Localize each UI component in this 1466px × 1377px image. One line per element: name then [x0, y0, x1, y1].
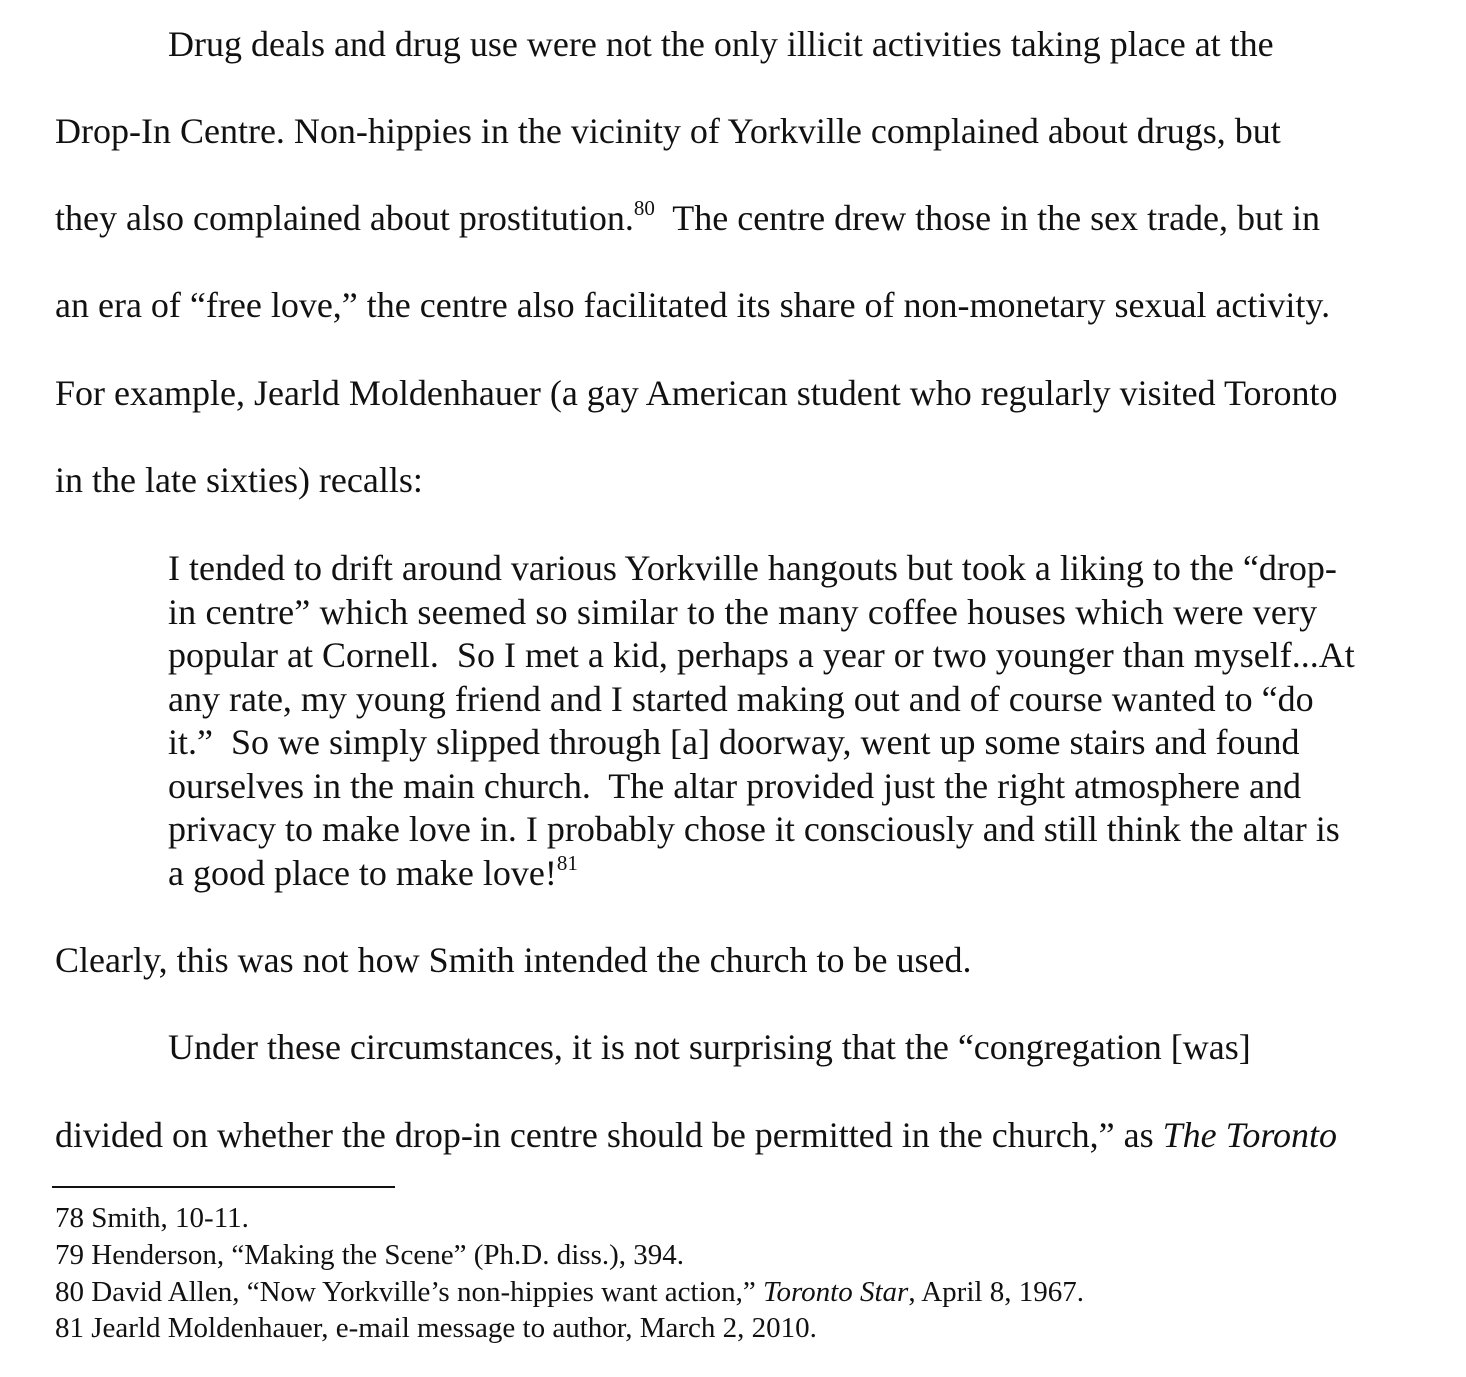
- paragraph-1-line-3-text-a: they also complained about prostitution.: [55, 198, 634, 238]
- quote-line-5: it.” So we simply slipped through [a] doorway, went up some stairs and found: [168, 722, 1300, 762]
- quote-line-3: popular at Cornell. So I met a kid, perhaps a year or two younger than myself...At: [168, 635, 1355, 675]
- quote-line-2: in centre” which seemed so similar to the many coffee houses which were very: [168, 592, 1318, 632]
- footnote-78: 78 Smith, 10-11.: [55, 1202, 249, 1234]
- quote-line-6: ourselves in the main church. The altar provided just the right atmosphere and: [168, 766, 1302, 806]
- footnote-ref-80: 80: [633, 196, 655, 220]
- footnote-ref-81: 81: [556, 851, 578, 875]
- quote-line-1: I tended to drift around various Yorkville hangouts but took a liking to the “drop-: [168, 548, 1337, 588]
- footnote-79: 79 Henderson, “Making the Scene” (Ph.D. diss.), 394.: [55, 1239, 685, 1271]
- footnote-separator: [52, 1186, 395, 1188]
- footnote-80-text-c: , April 8, 1967.: [908, 1276, 1084, 1308]
- footnote-80: [55, 1274, 1084, 1310]
- paragraph-3-line-2: [55, 1113, 1337, 1157]
- paragraph-1-line-2: Drop-In Centre. Non-hippies in the vicinity of Yorkville complained about drugs, but: [55, 111, 1281, 151]
- quote-line-8: [168, 851, 578, 895]
- paragraph-1-line-4: an era of “free love,” the centre also facilitated its share of non-monetary sexual activity.: [55, 285, 1331, 325]
- paragraph-1-line-5: For example, Jearld Moldenhauer (a gay American student who regularly visited Toronto: [55, 373, 1338, 413]
- paragraph-1-line-6: in the late sixties) recalls:: [55, 460, 423, 500]
- paragraph-3-line-2-text: divided on whether the drop-in centre should be permitted in the church,” as: [55, 1115, 1163, 1155]
- footnote-80-publication: Toronto Star: [763, 1276, 909, 1308]
- paragraph-1-line-3: [55, 196, 1320, 240]
- paragraph-3-line-1: Under these circumstances, it is not surprising that the “congregation [was]: [168, 1027, 1251, 1067]
- footnote-81: 81 Jearld Moldenhauer, e-mail message to author, March 2, 2010.: [55, 1312, 817, 1344]
- paragraph-1-line-1: Drug deals and drug use were not the only illicit activities taking place at the: [168, 24, 1274, 64]
- quote-line-8-text: a good place to make love!: [168, 853, 557, 893]
- footnote-80-text-a: 80 David Allen, “Now Yorkville’s non-hippies want action,”: [55, 1276, 763, 1308]
- publication-title: The Toronto: [1162, 1115, 1338, 1155]
- paragraph-2-line-1: Clearly, this was not how Smith intended the church to be used.: [55, 940, 972, 980]
- quote-line-7: privacy to make love in. I probably chose it consciously and still think the altar is: [168, 809, 1340, 849]
- paragraph-1-line-3-text-b: The centre drew those in the sex trade, but in: [654, 198, 1321, 238]
- quote-line-4: any rate, my young friend and I started making out and of course wanted to “do: [168, 679, 1314, 719]
